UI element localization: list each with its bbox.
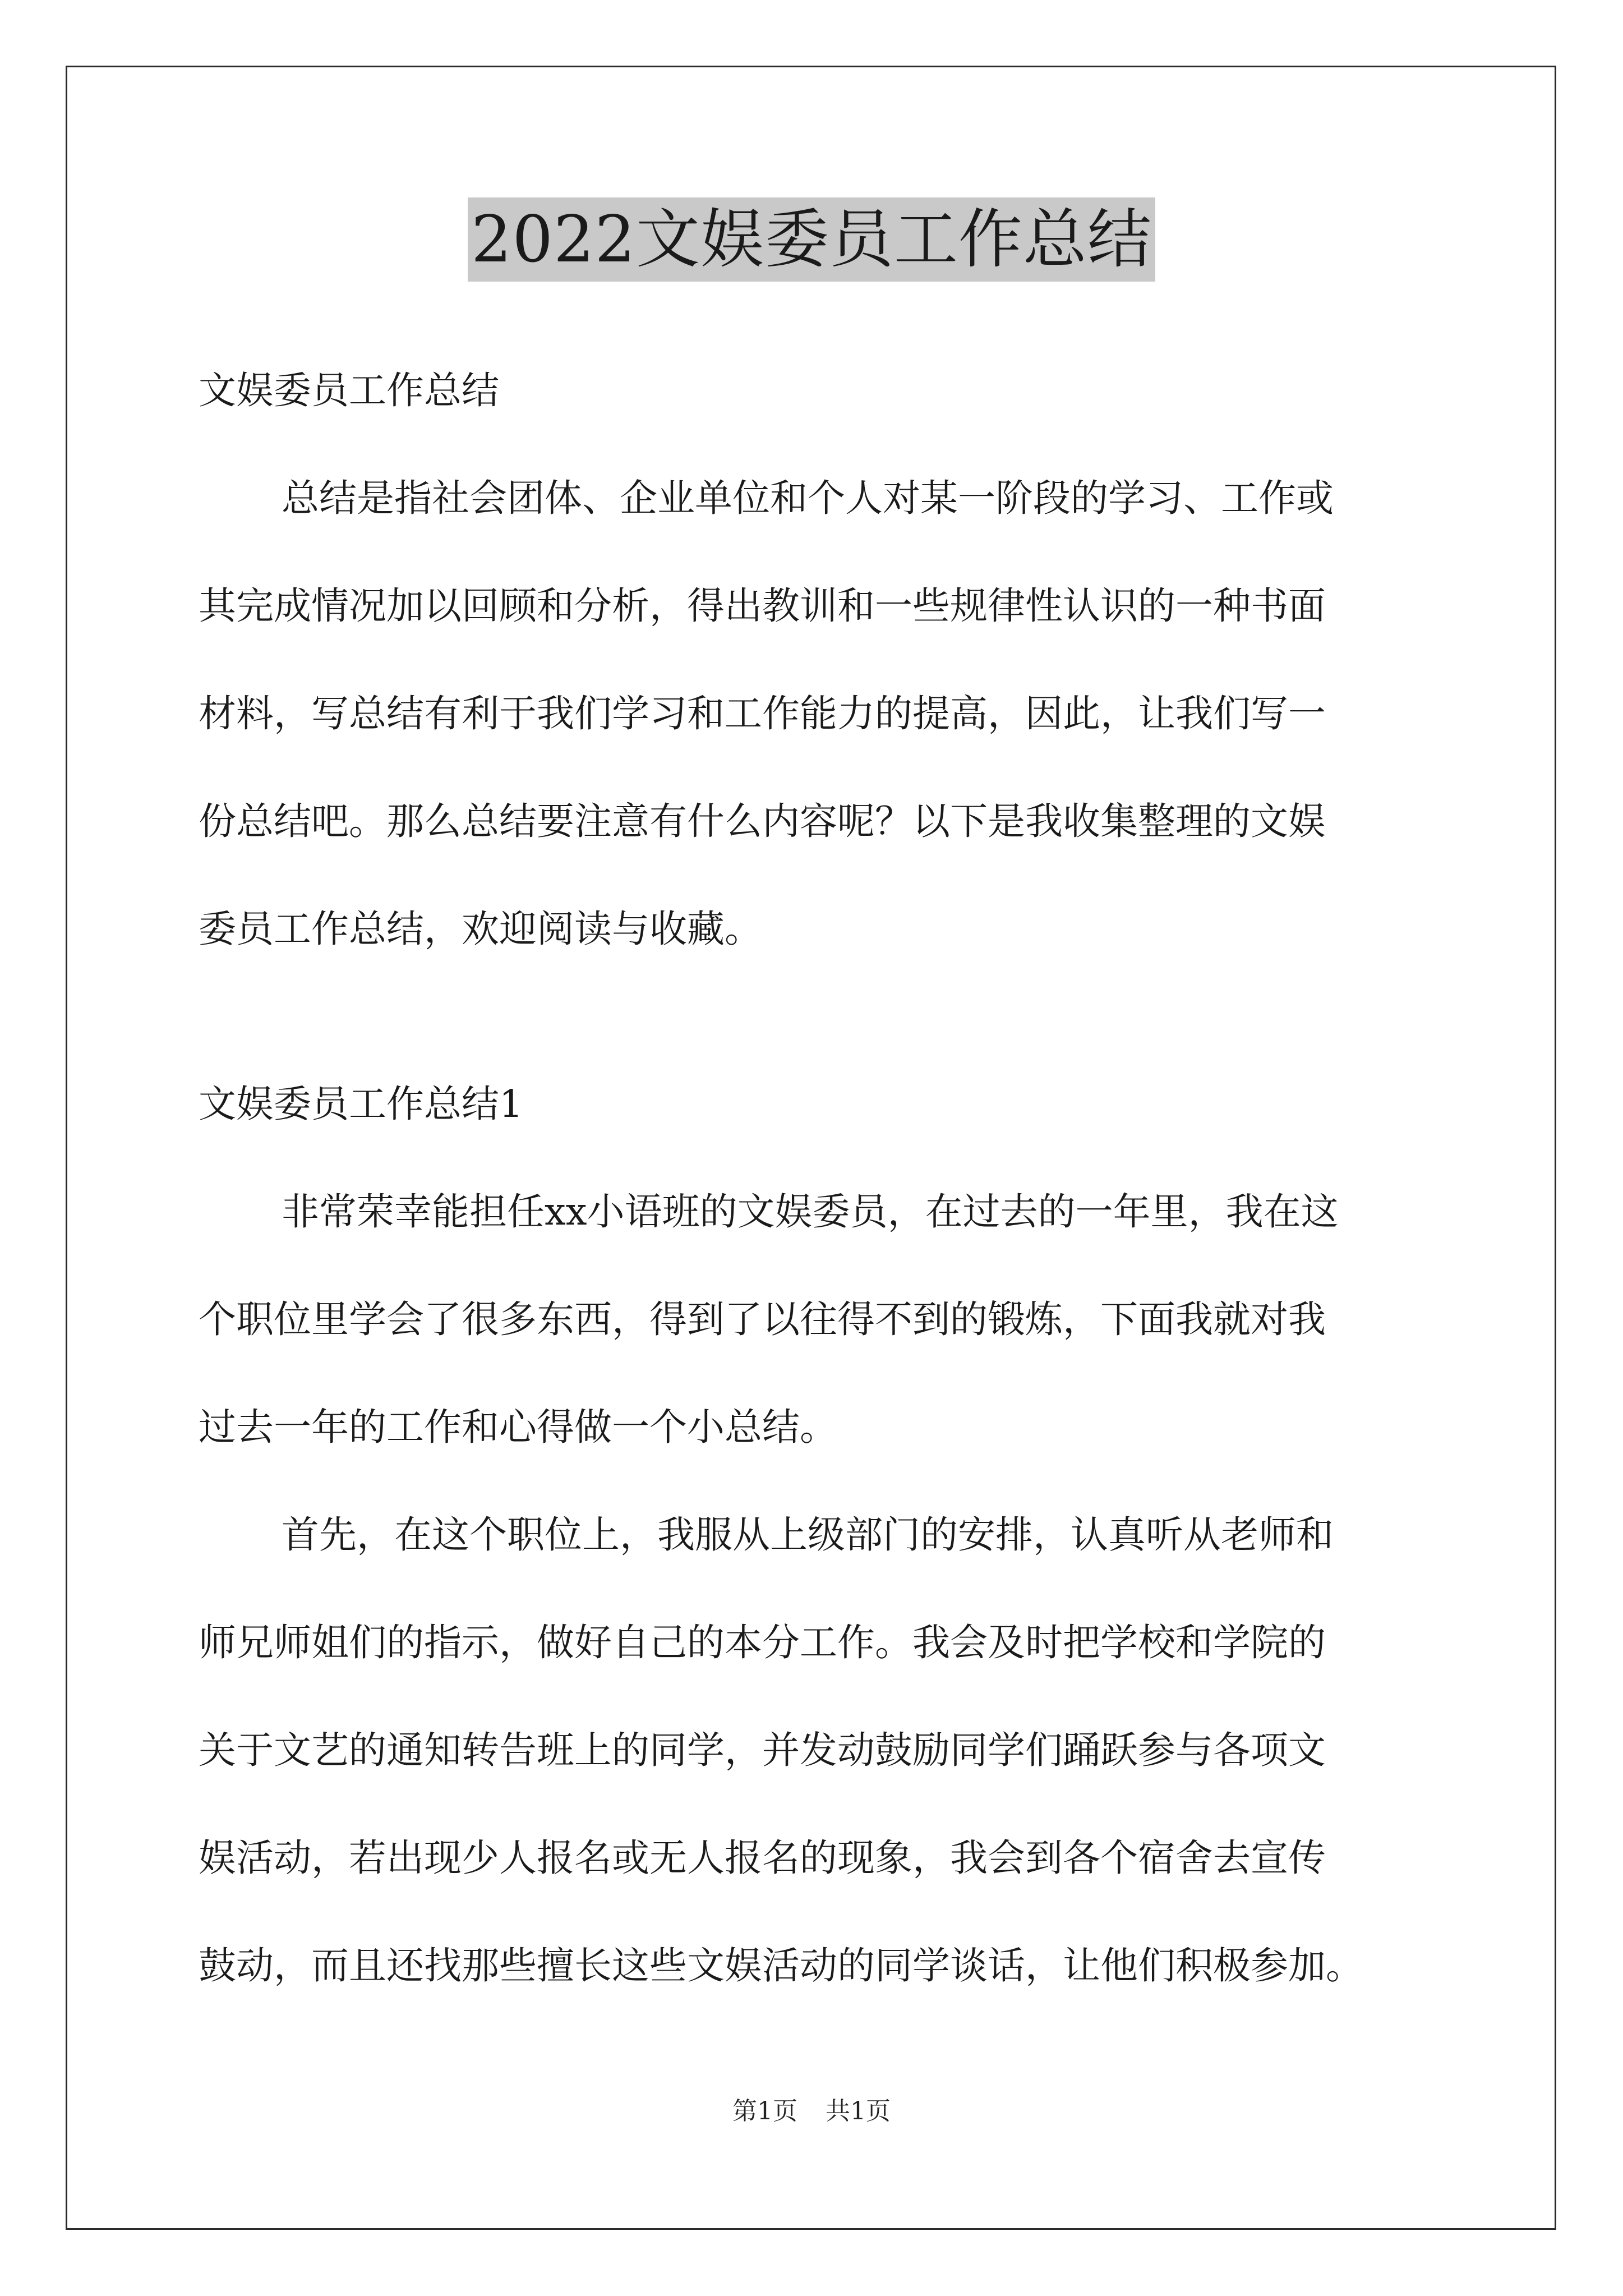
intro-paragraph bbox=[199, 444, 1432, 983]
paragraph-line: 娱活动，若出现少人报名或无人报名的现象，我会到各个宿舍去宣传 bbox=[199, 1836, 1326, 1880]
paragraph-line: 师兄师姐们的指示，做好自己的本分工作。我会及时把学校和学院的 bbox=[199, 1621, 1326, 1664]
paragraph-line: 份总结吧。那么总结要注意有什么内容呢？以下是我收集整理的文娱 bbox=[199, 799, 1326, 843]
page-number-current: 第1页 bbox=[732, 2097, 797, 2125]
section1-paragraph-1 bbox=[199, 1158, 1432, 1481]
paragraph-line: 总结是指社会团体、企业单位和个人对某一阶段的学习、工作或 bbox=[282, 476, 1334, 520]
paragraph-line: 材料，写总结有利于我们学习和工作能力的提高，因此，让我们写一 bbox=[199, 692, 1326, 735]
paragraph-line: 鼓动，而且还找那些擅长这些文娱活动的同学谈话，让他们积极参加。 bbox=[199, 1944, 1363, 1987]
document-title: 2022文娱委员工作总结 bbox=[468, 197, 1155, 282]
section1-paragraph-2 bbox=[199, 1481, 1432, 2019]
page-number-total: 共1页 bbox=[826, 2097, 891, 2125]
intro-heading: 文娱委员工作总结 bbox=[199, 369, 499, 412]
section-gap bbox=[199, 983, 1432, 1050]
paragraph-line: 委员工作总结，欢迎阅读与收藏。 bbox=[199, 907, 762, 951]
paragraph-line: 其完成情况加以回顾和分析，得出教训和一些规律性认识的一种书面 bbox=[199, 584, 1326, 628]
document-body bbox=[199, 337, 1432, 2019]
paragraph-line: 关于文艺的通知转告班上的同学，并发动鼓励同学们踊跃参与各项文 bbox=[199, 1728, 1326, 1772]
paragraph-line: 过去一年的工作和心得做一个小总结。 bbox=[199, 1405, 837, 1449]
paragraph-line: 首先，在这个职位上，我服从上级部门的安排，认真听从老师和 bbox=[282, 1513, 1334, 1557]
section-heading: 文娱委员工作总结1 bbox=[199, 1082, 523, 1126]
title-wrap bbox=[0, 197, 1623, 282]
paragraph-line: 个职位里学会了很多东西，得到了以往得不到的锻炼，下面我就对我 bbox=[199, 1297, 1326, 1341]
page-footer bbox=[0, 2095, 1623, 2128]
paragraph-line: 非常荣幸能担任xx小语班的文娱委员，在过去的一年里，我在这 bbox=[282, 1190, 1339, 1234]
